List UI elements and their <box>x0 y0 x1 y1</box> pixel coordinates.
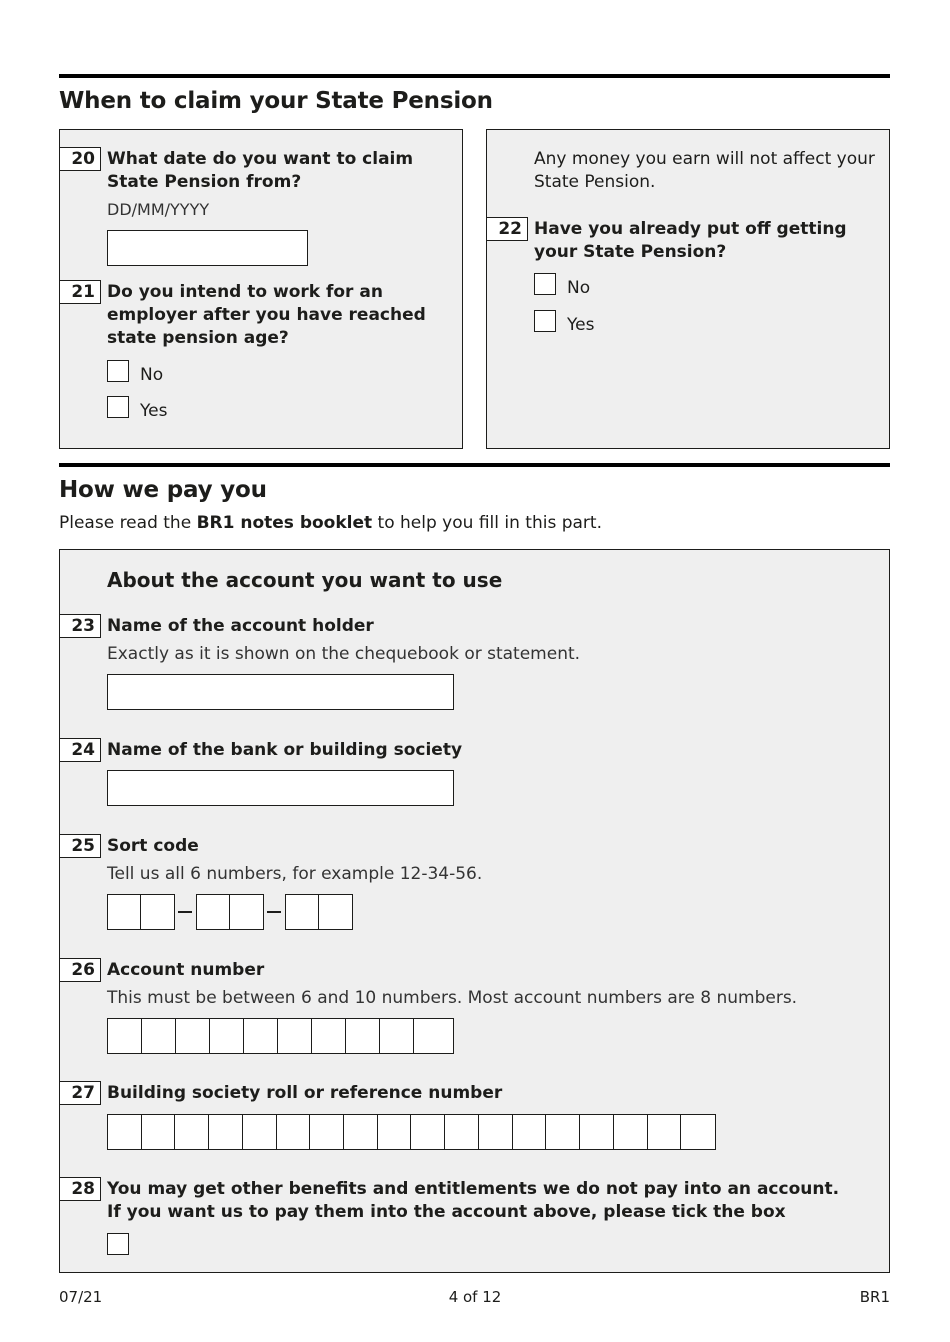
digit-box[interactable] <box>108 1019 142 1053</box>
question-26-text: Account number <box>107 960 265 980</box>
account-panel <box>59 549 890 1273</box>
question-26-hint: This must be between 6 and 10 numbers. Most account numbers are 8 numbers. <box>107 988 798 1008</box>
digit-box[interactable] <box>210 1019 244 1053</box>
work-after-pension-yes-checkbox[interactable] <box>107 396 129 418</box>
date-format-hint: DD/MM/YYYY <box>107 200 210 219</box>
char-box[interactable] <box>209 1115 243 1149</box>
digit-box[interactable] <box>346 1019 380 1053</box>
question-21-text: Do you intend to work for an employer after you have reached state pension age? <box>107 282 426 348</box>
question-number-21: 21 <box>60 280 101 304</box>
char-box[interactable] <box>310 1115 344 1149</box>
payment-intro <box>59 512 602 535</box>
question-25-text: Sort code <box>107 836 199 856</box>
deferred-yes-label: Yes <box>567 315 595 335</box>
footer-form-code: BR1 <box>859 1288 890 1306</box>
question-number-20: 20 <box>60 147 101 171</box>
other-benefits-checkbox[interactable] <box>107 1233 129 1255</box>
digit-box[interactable] <box>312 1019 346 1053</box>
section-title-payment: How we pay you <box>59 477 267 503</box>
sort-code-group-1[interactable] <box>107 894 175 930</box>
claim-date-input[interactable] <box>107 230 308 266</box>
intro-suffix: to help you fill in this part. <box>372 513 602 533</box>
char-box[interactable] <box>580 1115 614 1149</box>
char-box[interactable] <box>243 1115 277 1149</box>
char-box[interactable] <box>175 1115 209 1149</box>
footer-date: 07/21 <box>59 1288 103 1306</box>
account-number-boxes[interactable] <box>107 1018 454 1054</box>
digit-box[interactable] <box>142 1019 176 1053</box>
digit-box[interactable] <box>108 895 141 929</box>
sort-code-group-2[interactable] <box>196 894 264 930</box>
char-box[interactable] <box>277 1115 311 1149</box>
question-20-text: What date do you want to claim State Pension from? <box>107 149 414 192</box>
work-after-pension-no-checkbox[interactable] <box>107 360 129 382</box>
digit-box[interactable] <box>176 1019 210 1053</box>
work-after-pension-yes-label: Yes <box>140 401 168 421</box>
question-24-text: Name of the bank or building society <box>107 740 463 760</box>
question-28-line-1: You may get other benefits and entitlements we do not pay into an account. <box>107 1179 840 1199</box>
roll-number-boxes[interactable] <box>107 1114 716 1150</box>
question-number-25: 25 <box>60 834 101 858</box>
question-number-23: 23 <box>60 614 101 638</box>
sort-code-separator <box>267 911 281 913</box>
char-box[interactable] <box>614 1115 648 1149</box>
digit-box[interactable] <box>319 895 352 929</box>
char-box[interactable] <box>546 1115 580 1149</box>
question-number-26: 26 <box>60 958 101 982</box>
section-rule-payment <box>59 463 890 467</box>
sort-code-group-3[interactable] <box>285 894 353 930</box>
digit-box[interactable] <box>278 1019 312 1053</box>
question-27-text: Building society roll or reference number <box>107 1083 503 1103</box>
char-box[interactable] <box>142 1115 176 1149</box>
claim-date-panel <box>59 129 463 449</box>
question-23-hint: Exactly as it is shown on the chequebook or statement. <box>107 644 581 664</box>
digit-box[interactable] <box>414 1019 448 1053</box>
notes-booklet-reference: BR1 notes booklet <box>196 513 373 533</box>
account-panel-title: About the account you want to use <box>107 568 503 592</box>
question-23-text: Name of the account holder <box>107 616 374 636</box>
char-box[interactable] <box>108 1115 142 1149</box>
footer-page-number: 4 of 12 <box>448 1288 502 1306</box>
question-25-hint: Tell us all 6 numbers, for example 12-34-56. <box>107 864 483 884</box>
question-22-text: Have you already put off getting your State Pension? <box>534 219 847 262</box>
question-number-24: 24 <box>60 738 101 762</box>
intro-prefix: Please read the <box>59 513 197 533</box>
question-number-22: 22 <box>487 217 528 241</box>
deferral-panel <box>486 129 890 449</box>
work-after-pension-no-label: No <box>140 365 164 385</box>
char-box[interactable] <box>648 1115 682 1149</box>
section-rule-top <box>59 74 890 78</box>
question-28-line-2: If you want us to pay them into the account above, please tick the box <box>107 1202 786 1222</box>
digit-box[interactable] <box>286 895 319 929</box>
char-box[interactable] <box>681 1115 715 1149</box>
bank-name-input[interactable] <box>107 770 454 806</box>
digit-box[interactable] <box>141 895 174 929</box>
sort-code-separator <box>178 911 192 913</box>
question-number-27: 27 <box>60 1081 101 1105</box>
digit-box[interactable] <box>380 1019 414 1053</box>
deferred-no-label: No <box>567 278 591 298</box>
section-title-claim: When to claim your State Pension <box>59 88 493 114</box>
char-box[interactable] <box>411 1115 445 1149</box>
char-box[interactable] <box>513 1115 547 1149</box>
char-box[interactable] <box>378 1115 412 1149</box>
deferred-no-checkbox[interactable] <box>534 273 556 295</box>
digit-box[interactable] <box>244 1019 278 1053</box>
account-holder-name-input[interactable] <box>107 674 454 710</box>
deferred-yes-checkbox[interactable] <box>534 310 556 332</box>
char-box[interactable] <box>344 1115 378 1149</box>
char-box[interactable] <box>479 1115 513 1149</box>
question-number-28: 28 <box>60 1177 101 1201</box>
char-box[interactable] <box>445 1115 479 1149</box>
digit-box[interactable] <box>197 895 230 929</box>
earnings-note: Any money you earn will not affect your State Pension. <box>534 149 875 192</box>
digit-box[interactable] <box>230 895 263 929</box>
